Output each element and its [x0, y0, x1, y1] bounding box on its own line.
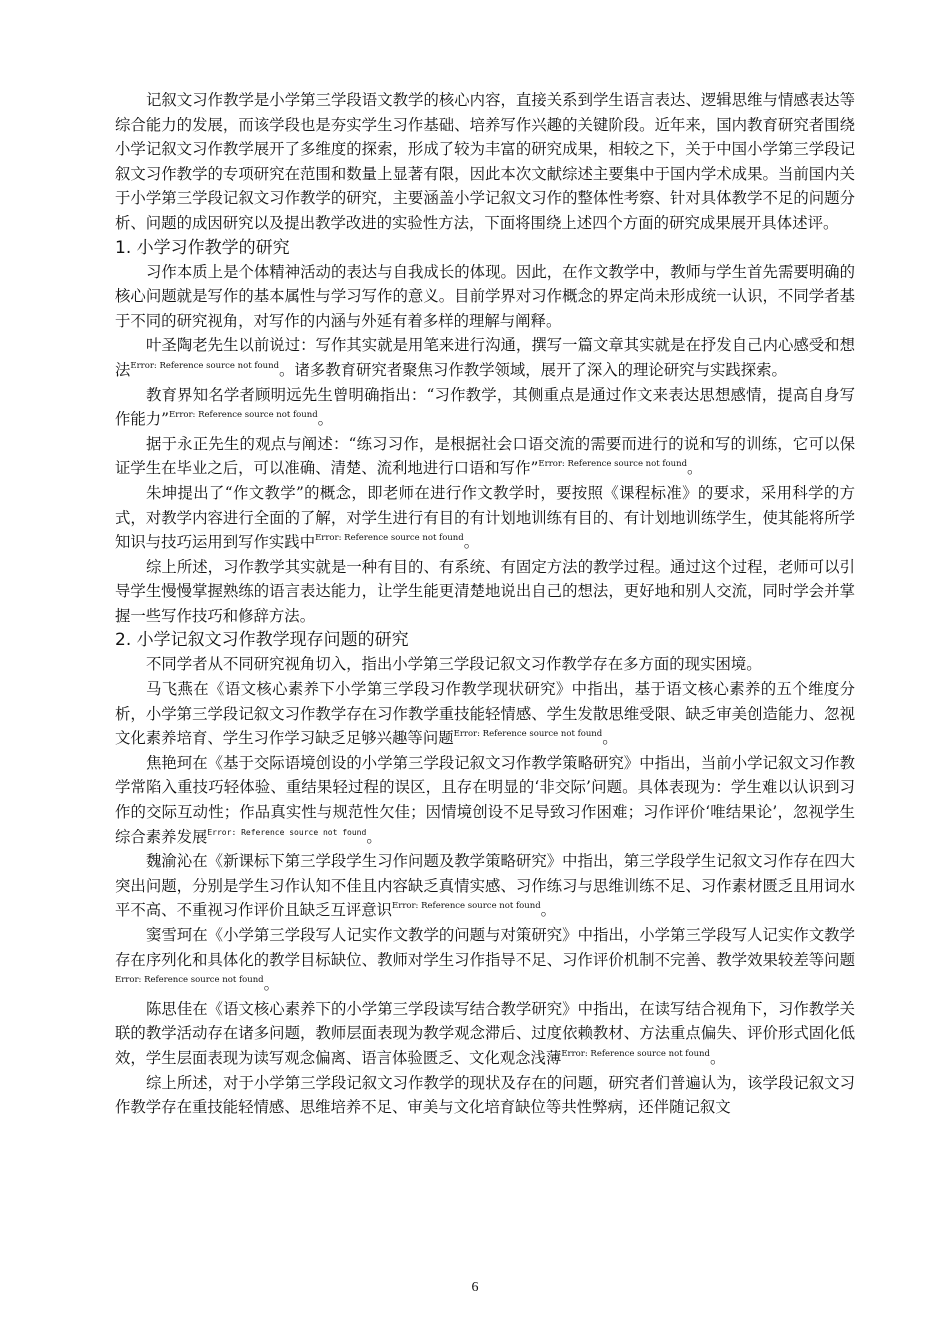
paragraph-text: 。 [263, 975, 280, 994]
reference-error-superscript: Error: Reference source not found [538, 459, 688, 470]
reference-error-superscript: Error: Reference source not found [169, 410, 318, 421]
reference-error-superscript: Error: Reference source not found [130, 360, 280, 371]
section-heading-1: 1. 小学习作教学的研究 [115, 237, 290, 258]
paragraph-text: 记叙文习作教学是小学第三学段语文教学的核心内容，直接关系到学生语言表达、逻辑思维与情感表达等综合能力的发展，而该学段也是夯实学生习作基础、培养写作兴趣的关键阶段。近年来，国内教育研究者围绕小学记叙文习作教学展开了多维度的探索，形成了较为丰富的研究成果，相较之下，关于中国小学第三学段记叙文习作教学的专项研究在范围和数量上显著有限，因此本次文献综述主要集中于国内学术成果。当前国内关于小学第三学段记叙文习作教学的研究，主要涵盖小学记叙文习作的整体性考察、针对具体教学不足的问题分析、问题的成因研究以及提出教学改进的实验性方法，下面将围绕上述四个方面的研究成果展开具体述评。 [115, 91, 855, 232]
paragraph-text: 。 [540, 901, 557, 920]
paragraph [115, 481, 855, 555]
paragraph [115, 333, 855, 382]
paragraph-text: 焦艳珂在《基于交际语境创设的小学第三学段记叙文习作教学策略研究》中指出，当前小学记叙文习作教学常陷入重技巧轻体验、重结果轻过程的误区，且存在明显的‘非交际’问题。具体表现为：学生难以认识到习作的交际互动性；作品真实性与规范性欠佳；因情境创设不足导致习作困难；习作评价‘唯结果论’，忽视学生综合素养发展 [115, 753, 855, 846]
paragraph [115, 1071, 855, 1120]
intro-paragraph [115, 88, 855, 236]
paragraph-text: 。 [687, 459, 703, 478]
paragraph-text: 。 [709, 1048, 726, 1067]
reference-error-superscript: Error: Reference source not found [561, 1048, 710, 1059]
paragraph [115, 923, 855, 997]
reference-error-superscript: Error: Reference source not found [207, 827, 367, 837]
paragraph-text: 朱坤提出了“作文教学”的概念，即老师在进行作文教学时，要按照《课程标准》的要求，采用科学的方式，对教学内容进行全面的了解，对学生进行有目的有计划地训练有目的、有计划地训练学生，使其能将所学知识与技巧运用到写作实践中 [115, 483, 855, 552]
paragraph-text: 教育界知名学者顾明远先生曾明确指出：“习作教学，其侧重点是通过作文来表达思想感情，提高自身写作能力” [115, 385, 855, 429]
page-number: 6 [471, 1280, 479, 1295]
paragraph-text: 。 [463, 533, 480, 552]
paragraph-text: 习作本质上是个体精神活动的表达与自我成长的体现。因此，在作文教学中，教师与学生首先需要明确的核心问题就是写作的基本属性与学习写作的意义。目前学界对习作概念的界定尚未形成统一认识，不同学者基于不同的研究视角，对写作的内涵与外延有着多样的理解与阐释。 [115, 262, 855, 330]
paragraph [115, 555, 855, 629]
paragraph [115, 383, 855, 432]
paragraph [115, 432, 855, 481]
paragraph-text: 陈思佳在《语文核心素养下的小学第三学段读写结合教学研究》中指出，在读写结合视角下，习作教学关联的教学活动存在诸多问题，教师层面表现为教学观念滞后、过度依赖教材、方法重点偏失、评价形式固化低效，学生层面表现为读写观念偏离、语言体验匮乏、文化观念浅薄 [115, 999, 855, 1067]
reference-error-superscript: Error: Reference source not found [453, 729, 603, 740]
paragraph-text: 叶圣陶老先生以前说过：写作其实就是用笔来进行沟通，撰写一篇文章其实就是在抒发自己内心感受和想法 [115, 336, 855, 379]
paragraph-text: 马飞燕在《语文核心素养下小学第三学段习作教学现状研究》中指出，基于语文核心素养的五个维度分析，小学第三学段记叙文习作教学存在习作教学重技能轻情感、学生发散思维受限、缺乏审美创造能力、忽视文化素养培育、学生习作学习缺乏足够兴趣等问题 [115, 680, 855, 748]
paragraph-text: 据于永正先生的观点与阐述：“练习习作，是根据社会口语交流的需要而进行的说和写的训练，它可以保证学生在毕业之后，可以准确、清楚、流利地进行口语和写作” [115, 434, 855, 478]
paragraph [115, 751, 855, 849]
reference-error-superscript: Error: Reference source not found [315, 533, 464, 544]
reference-error-superscript: Error: Reference source not found [115, 975, 264, 986]
reference-error-superscript: Error: Reference source not found [392, 901, 541, 912]
section-heading-2: 2. 小学记叙文习作教学现存问题的研究 [115, 630, 409, 651]
paragraph-text: 魏渝沁在《新课标下第三学段学生习作问题及教学策略研究》中指出，第三学段学生记叙文习作存在四大突出问题，分别是学生习作认知不佳且内容缺乏真情实感、习作练习与思维训练不足、习作素材匮乏且用词水平不高、不重视习作评价且缺乏互评意识 [115, 852, 855, 920]
paragraph-text: 窦雪珂在《小学第三学段写人记实作文教学的问题与对策研究》中指出，小学第三学段写人记实作文教学存在序列化和具体化的教学目标缺位、教师对学生习作指导不足、习作评价机制不完善、教学效果较差等问题 [115, 926, 855, 969]
paragraph-text: 不同学者从不同研究视角切入，指出小学第三学段记叙文习作教学存在多方面的现实困境。 [146, 655, 762, 674]
paragraph [115, 677, 855, 751]
paragraph-text: 综上所述，对于小学第三学段记叙文习作教学的现状及存在的问题，研究者们普遍认为，该学段记叙文习作教学存在重技能轻情感、思维培养不足、审美与文化培育缺位等共性弊病，还伴随记叙文 [115, 1073, 855, 1117]
paragraph [115, 260, 855, 334]
paragraph-text: 。 [366, 827, 382, 846]
paragraph-text: 。 [602, 729, 618, 748]
document-body [115, 88, 855, 1120]
paragraph [115, 652, 855, 677]
paragraph-text: 。 [317, 410, 334, 429]
paragraph-text: 综上所述，习作教学其实就是一种有目的、有系统、有固定方法的教学过程。通过这个过程，老师可以引导学生慢慢掌握熟练的语言表达能力，让学生能更清楚地说出自己的想法，更好地和别人交流，同时学会并掌握一些写作技巧和修辞方法。 [115, 557, 855, 625]
paragraph [115, 849, 855, 923]
paragraph [115, 997, 855, 1071]
paragraph-text: 。诸多教育研究者聚焦习作教学领域，展开了深入的理论研究与实践探索。 [279, 360, 787, 379]
